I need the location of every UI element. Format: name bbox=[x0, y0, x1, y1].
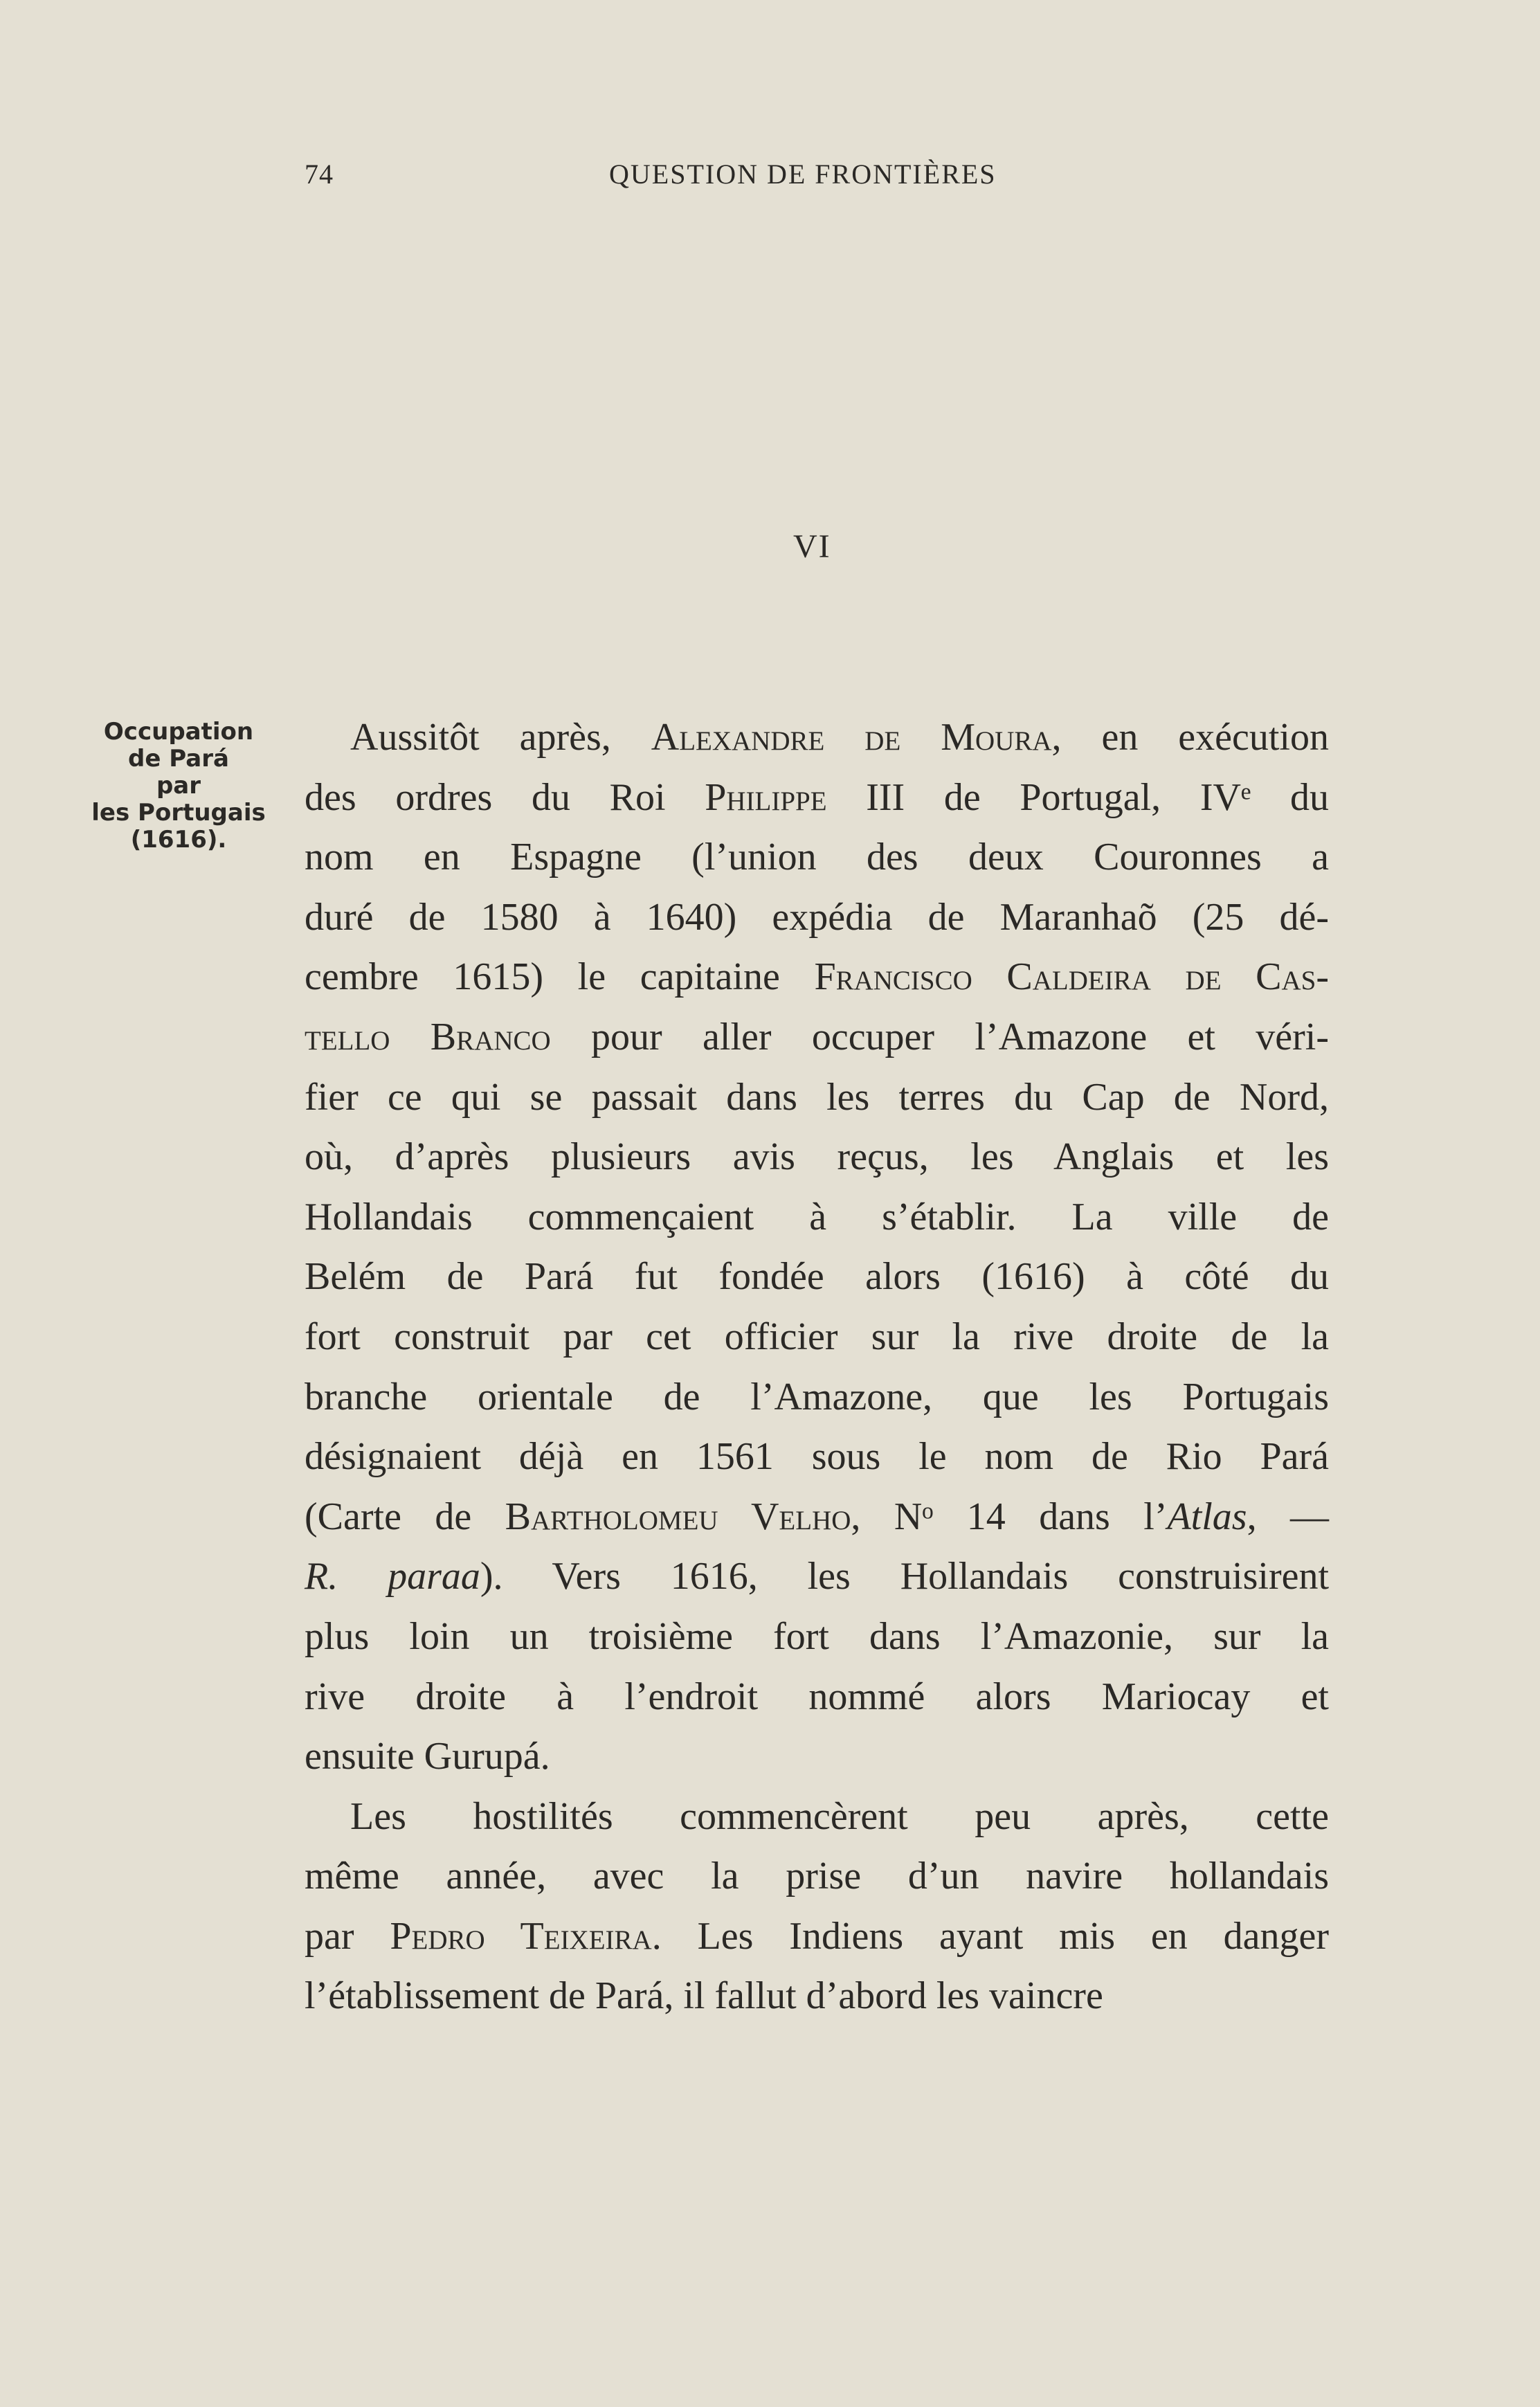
text-line bbox=[305, 947, 1329, 1007]
text-line bbox=[305, 768, 1329, 828]
text-line bbox=[305, 1906, 1329, 1967]
proper-name: Alexandre de Moura bbox=[651, 716, 1052, 759]
text-run: plus loin un troisième fort dans l’Amazonie, sur la bbox=[305, 1614, 1329, 1658]
text-run: Les hostilités commencèrent peu après, cette bbox=[350, 1794, 1329, 1838]
proper-name: Philippe bbox=[705, 775, 827, 819]
text-line bbox=[305, 1487, 1329, 1547]
text-line bbox=[305, 1247, 1329, 1307]
margin-note-line: de Pará bbox=[128, 745, 229, 773]
running-head: QUESTION DE FRONTIÈRES bbox=[609, 159, 997, 190]
text-line bbox=[305, 887, 1329, 948]
text-run: , — bbox=[1247, 1495, 1329, 1538]
text-line bbox=[305, 1667, 1329, 1727]
text-run: Hollandais commençaient à s’établir. La ville de bbox=[305, 1195, 1329, 1238]
section-number: VI bbox=[793, 528, 831, 565]
text-line bbox=[305, 1127, 1329, 1187]
text-run: ). Vers 1616, les Hollandais construisirent bbox=[480, 1555, 1330, 1598]
text-run: désignaient déjà en 1561 sous le nom de Rio Pará bbox=[305, 1435, 1329, 1479]
text-run: branche orientale de l’Amazone, que les Portugais bbox=[305, 1375, 1329, 1418]
text-line bbox=[305, 1966, 1329, 2026]
text-run: rive droite à l’endroit nommé alors Mariocay et bbox=[305, 1675, 1329, 1718]
body-text bbox=[305, 707, 1329, 2026]
text-line bbox=[305, 1427, 1329, 1487]
proper-name: Pedro Teixeira bbox=[390, 1914, 652, 1958]
text-run: (Carte de bbox=[305, 1495, 505, 1538]
text-run: l’établissement de Pará, il fallut d’abord les vaincre bbox=[305, 1974, 1103, 2018]
italic-text: Atlas bbox=[1167, 1495, 1247, 1538]
proper-name: Francisco Caldeira de Cas- bbox=[814, 955, 1329, 999]
margin-note-line: Occupation bbox=[103, 718, 254, 746]
text-line bbox=[305, 707, 1329, 768]
text-line bbox=[305, 1067, 1329, 1128]
text-run: , en exécution bbox=[1051, 716, 1329, 759]
paragraph bbox=[305, 1787, 1329, 2026]
text-run: Aussitôt après, bbox=[350, 716, 651, 759]
margin-note-line: les Portugais bbox=[91, 799, 266, 827]
page-header bbox=[305, 158, 1329, 199]
text-line bbox=[305, 827, 1329, 887]
text-run: ensuite Gurupá. bbox=[305, 1735, 550, 1778]
text-run: . Les Indiens ayant mis en danger bbox=[651, 1914, 1330, 1958]
text-run: cembre 1615) le capitaine bbox=[305, 955, 815, 999]
proper-name: Bartholomeu Velho bbox=[505, 1495, 851, 1538]
text-run: où, d’après plusieurs avis reçus, les Anglais et les bbox=[305, 1135, 1329, 1179]
paragraph bbox=[305, 707, 1329, 1787]
text-line bbox=[305, 1307, 1329, 1367]
text-run: nom en Espagne (l’union des deux Couronnes a bbox=[305, 836, 1329, 879]
text-line bbox=[305, 1846, 1329, 1906]
margin-note-line: par bbox=[156, 772, 201, 800]
text-run: même année, avec la prise d’un navire hollandais bbox=[305, 1855, 1329, 1898]
text-run: , Nᵒ 14 dans l’ bbox=[851, 1495, 1168, 1538]
text-line bbox=[305, 1187, 1329, 1247]
text-line bbox=[305, 1367, 1329, 1427]
text-run: pour aller occuper l’Amazone et véri- bbox=[550, 1015, 1330, 1058]
proper-name: tello Branco bbox=[305, 1015, 551, 1058]
text-run: fort construit par cet officier sur la rive droite de la bbox=[305, 1315, 1329, 1358]
text-line bbox=[305, 1547, 1329, 1607]
italic-text: R. paraa bbox=[305, 1555, 480, 1598]
text-run: des ordres du Roi bbox=[305, 775, 705, 819]
text-run: fier ce qui se passait dans les terres du Cap de Nord, bbox=[305, 1075, 1329, 1119]
margin-note-line: (1616). bbox=[130, 826, 227, 854]
text-line bbox=[305, 1787, 1329, 1847]
text-run: III de Portugal, IVᵉ du bbox=[826, 775, 1329, 819]
text-run: par bbox=[305, 1914, 390, 1958]
page-number: 74 bbox=[305, 159, 334, 190]
text-run: Belém de Pará fut fondée alors (1616) à côté du bbox=[305, 1255, 1329, 1299]
margin-note bbox=[75, 719, 282, 854]
text-line bbox=[305, 1607, 1329, 1667]
text-run: duré de 1580 à 1640) expédia de Maranhaõ (25 dé- bbox=[305, 895, 1329, 939]
text-line bbox=[305, 1007, 1329, 1067]
text-line bbox=[305, 1727, 1329, 1787]
